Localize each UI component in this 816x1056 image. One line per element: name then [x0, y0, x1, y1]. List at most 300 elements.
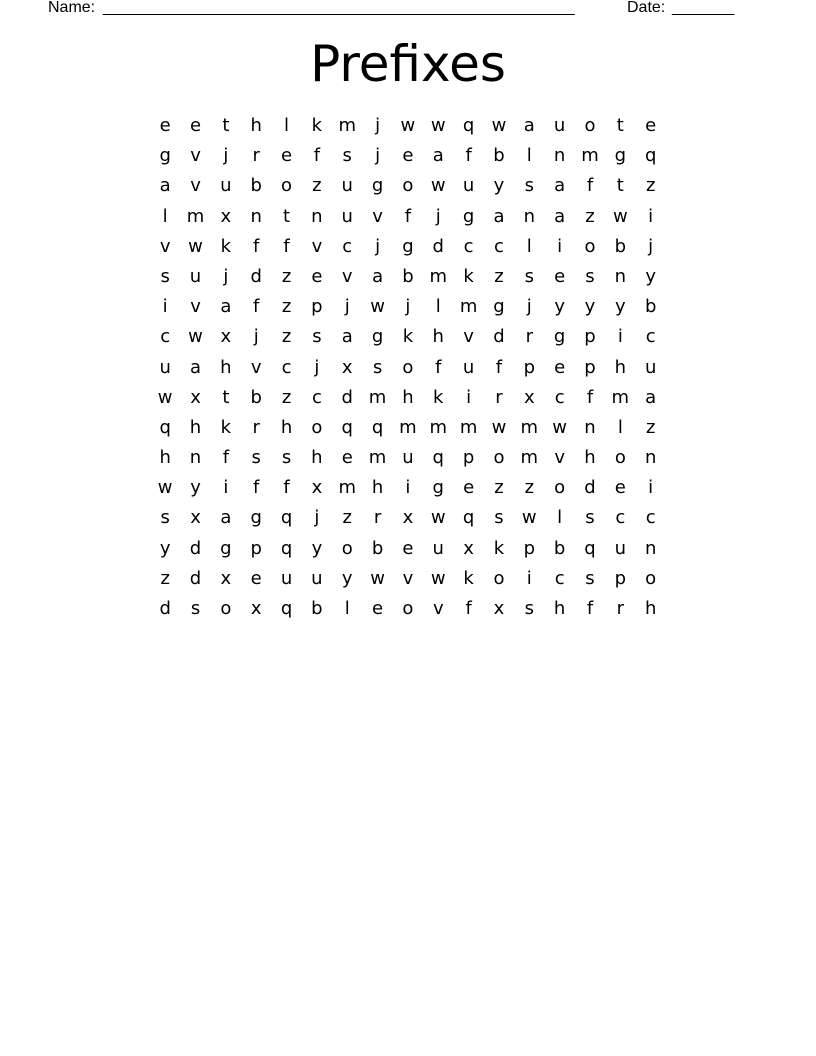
grid-cell: m [186, 205, 205, 227]
grid-cell: z [281, 386, 292, 408]
grid-cell: r [495, 386, 503, 408]
page-title: Prefixes [310, 35, 506, 93]
grid-cell: e [645, 115, 657, 136]
grid-cell: b [614, 235, 627, 257]
grid-cell: b [553, 537, 566, 559]
grid-cell: s [251, 447, 261, 469]
grid-cell: p [614, 567, 627, 589]
grid-cell: e [554, 356, 566, 378]
grid-cell: s [281, 447, 292, 469]
grid-cell: a [220, 507, 232, 529]
grid-cell: w [491, 416, 507, 438]
grid-cell: d [341, 386, 353, 408]
grid-cell: c [311, 386, 322, 408]
grid-cell: g [250, 507, 262, 529]
grid-cell: t [222, 386, 230, 408]
grid-cell: n [644, 447, 657, 469]
grid-cell: x [250, 598, 262, 619]
name-blank-line: _____________________________________________________ [103, 0, 575, 16]
grid-cell: c [554, 567, 565, 589]
grid-cell: s [342, 145, 352, 167]
grid-cell: z [160, 567, 170, 589]
grid-row [150, 141, 666, 171]
grid-cell: r [252, 145, 260, 167]
grid-row [150, 443, 666, 473]
grid-cell: t [222, 115, 230, 136]
grid-cell: z [494, 265, 504, 287]
grid-cell: o [614, 447, 626, 469]
grid-cell: k [402, 326, 414, 348]
grid-cell: h [159, 447, 171, 469]
grid-cell: g [553, 326, 566, 348]
grid-cell: o [493, 447, 505, 469]
grid-cell: l [284, 115, 290, 136]
grid-cell: h [189, 416, 202, 438]
grid-cell: f [404, 205, 412, 227]
grid-cell: k [493, 537, 505, 559]
grid-cell: j [375, 115, 381, 136]
grid-cell: j [344, 296, 350, 318]
grid-cell: x [493, 598, 505, 619]
grid-cell: j [253, 326, 259, 348]
grid-cell: g [614, 145, 627, 167]
grid-cell: m [459, 296, 478, 318]
grid-cell: s [585, 507, 595, 529]
grid-cell: g [402, 235, 414, 257]
grid-cell: f [586, 598, 594, 619]
grid-cell: s [190, 598, 201, 619]
grid-cell: o [402, 598, 414, 619]
grid-cell: l [526, 145, 532, 167]
grid-cell: u [432, 537, 444, 559]
grid-cell: w [521, 507, 537, 529]
grid-cell: e [250, 567, 262, 589]
grid-cell: u [220, 175, 232, 197]
grid-cell: m [338, 115, 356, 136]
grid-cell: j [526, 296, 532, 318]
grid-cell: f [435, 356, 442, 378]
grid-cell: c [645, 507, 656, 529]
grid-cell: q [280, 507, 293, 529]
grid-cell: x [220, 567, 232, 589]
grid-cell: x [311, 477, 323, 499]
grid-cell: v [250, 356, 262, 378]
grid-cell: f [586, 175, 594, 197]
grid-cell: q [432, 447, 444, 469]
grid-cell: v [432, 598, 444, 619]
grid-row [150, 594, 666, 624]
grid-cell: y [584, 296, 596, 318]
grid-cell: i [648, 477, 654, 499]
grid-cell: d [493, 326, 505, 348]
grid-cell: j [223, 145, 229, 167]
grid-cell: v [341, 265, 353, 287]
grid-row [150, 292, 666, 322]
grid-cell: w [430, 175, 446, 197]
grid-cell: y [159, 537, 171, 559]
grid-cell: k [220, 416, 232, 438]
grid-cell: z [524, 477, 535, 499]
grid-cell: t [283, 205, 291, 227]
grid-cell: y [190, 477, 201, 499]
grid-cell: m [429, 416, 448, 438]
grid-cell: i [466, 386, 472, 408]
grid-cell: s [494, 507, 504, 529]
grid-cell: f [586, 386, 594, 408]
grid-cell: k [220, 235, 232, 257]
grid-cell: p [584, 356, 596, 378]
grid-row [150, 383, 666, 413]
grid-cell: q [159, 416, 171, 438]
grid-cell: d [159, 598, 171, 619]
grid-cell: i [405, 477, 411, 499]
grid-row [150, 473, 666, 503]
grid-cell: b [250, 386, 262, 408]
grid-cell: f [253, 477, 260, 499]
grid-cell: t [616, 115, 624, 136]
grid-cell: e [372, 598, 384, 619]
grid-cell: a [554, 175, 566, 197]
grid-cell: g [493, 296, 505, 318]
grid-cell: w [157, 386, 173, 408]
grid-cell: c [645, 326, 656, 348]
grid-cell: z [645, 175, 656, 197]
grid-cell: a [190, 356, 202, 378]
grid-cell: g [159, 145, 171, 167]
grid-cell: f [495, 356, 503, 378]
grid-cell: u [402, 447, 414, 469]
grid-cell: f [283, 235, 290, 257]
grid-cell: q [462, 115, 475, 136]
grid-cell: x [220, 326, 232, 348]
grid-row [150, 534, 666, 564]
grid-cell: x [220, 205, 232, 227]
grid-cell: d [250, 265, 262, 287]
grid-cell: q [584, 537, 596, 559]
grid-cell: w [157, 477, 173, 499]
grid-cell: a [341, 326, 353, 348]
grid-cell: x [341, 356, 353, 378]
grid-cell: w [612, 205, 628, 227]
grid-cell: i [617, 326, 623, 348]
grid-cell: z [281, 326, 292, 348]
grid-row [150, 262, 666, 292]
grid-cell: v [402, 567, 414, 589]
grid-cell: o [402, 356, 414, 378]
grid-cell: m [399, 416, 417, 438]
grid-cell: y [645, 265, 656, 287]
grid-cell: b [493, 145, 505, 167]
grid-cell: y [615, 296, 626, 318]
grid-cell: p [250, 537, 262, 559]
grid-cell: q [280, 598, 293, 619]
grid-cell: m [611, 386, 630, 408]
grid-cell: x [523, 386, 535, 408]
grid-cell: w [188, 326, 203, 348]
grid-cell: j [314, 356, 320, 378]
grid-cell: h [614, 356, 627, 378]
grid-cell: k [433, 386, 444, 408]
grid-row [150, 171, 666, 201]
grid-cell: a [554, 205, 566, 227]
grid-cell: d [584, 477, 596, 499]
grid-cell: h [371, 477, 384, 499]
grid-cell: e [281, 145, 293, 167]
grid-cell: g [220, 537, 232, 559]
grid-cell: u [462, 356, 475, 378]
grid-cell: e [554, 265, 566, 287]
grid-cell: p [523, 356, 536, 378]
grid-cell: w [370, 296, 385, 318]
grid-cell: w [400, 115, 416, 136]
grid-cell: k [311, 115, 323, 136]
grid-cell: e [402, 145, 414, 167]
grid-cell: r [373, 507, 382, 529]
grid-cell: f [465, 145, 472, 167]
grid-cell: j [223, 265, 229, 287]
grid-cell: x [190, 507, 201, 529]
grid-cell: m [368, 447, 387, 469]
grid-cell: l [526, 235, 532, 257]
grid-cell: s [372, 356, 383, 378]
grid-row [150, 503, 666, 533]
grid-cell: e [402, 537, 414, 559]
grid-cell: a [159, 175, 171, 197]
grid-cell: n [250, 205, 262, 227]
grid-cell: a [432, 145, 444, 167]
grid-cell: b [402, 265, 414, 287]
grid-cell: a [523, 115, 535, 136]
grid-cell: j [375, 235, 381, 257]
grid-cell: q [341, 416, 353, 438]
grid-cell: h [402, 386, 414, 408]
grid-cell: o [645, 567, 657, 589]
grid-cell: l [344, 598, 350, 619]
grid-cell: h [644, 598, 657, 619]
grid-row [150, 413, 666, 443]
grid-cell: f [222, 447, 230, 469]
grid-cell: u [462, 175, 475, 197]
grid-cell: v [372, 205, 383, 227]
grid-cell: c [281, 356, 292, 378]
grid-cell: n [311, 205, 323, 227]
grid-cell: j [435, 205, 441, 227]
grid-cell: j [375, 145, 381, 167]
grid-cell: o [554, 477, 566, 499]
grid-cell: h [553, 598, 566, 619]
grid-cell: m [429, 265, 448, 287]
grid-cell: i [162, 296, 168, 318]
grid-cell: j [314, 507, 320, 529]
grid-row [150, 111, 666, 141]
grid-cell: v [159, 235, 171, 257]
grid-row [150, 232, 666, 262]
grid-cell: w [430, 115, 446, 136]
grid-cell: w [430, 567, 446, 589]
grid-cell: o [281, 175, 293, 197]
grid-cell: w [552, 416, 567, 438]
grid-cell: u [159, 356, 171, 378]
grid-cell: t [616, 175, 624, 197]
grid-cell: v [190, 175, 201, 197]
grid-cell: y [554, 296, 565, 318]
grid-cell: u [614, 537, 627, 559]
grid-cell: s [160, 507, 170, 529]
name-label: Name: [48, 0, 96, 16]
date-blank-line: _______ [672, 0, 735, 16]
grid-cell: e [311, 265, 323, 287]
grid-cell: m [581, 145, 599, 167]
grid-cell: j [405, 296, 411, 318]
grid-cell: l [435, 296, 441, 318]
grid-cell: g [371, 175, 384, 197]
grid-cell: s [160, 265, 170, 287]
grid-cell: h [311, 447, 323, 469]
grid-cell: o [341, 537, 353, 559]
grid-cell: l [557, 507, 563, 529]
grid-cell: e [189, 115, 202, 136]
grid-cell: b [250, 175, 262, 197]
grid-cell: z [585, 205, 595, 227]
grid-cell: v [463, 326, 474, 348]
word-search-grid [150, 111, 666, 624]
grid-cell: v [554, 447, 565, 469]
grid-cell: q [462, 507, 475, 529]
grid-cell: x [463, 537, 474, 559]
grid-cell: n [644, 537, 657, 559]
grid-cell: o [493, 567, 505, 589]
grid-cell: p [523, 537, 536, 559]
grid-cell: w [491, 115, 507, 136]
grid-cell: a [372, 265, 384, 287]
grid-cell: q [371, 416, 384, 438]
grid-cell: e [614, 477, 626, 499]
grid-cell: o [584, 115, 596, 136]
grid-cell: j [648, 235, 654, 257]
grid-cell: m [520, 416, 539, 438]
grid-cell: h [432, 326, 444, 348]
grid-cell: r [252, 416, 260, 438]
grid-cell: f [283, 477, 290, 499]
grid-cell: v [311, 235, 323, 257]
grid-cell: s [585, 265, 595, 287]
grid-cell: u [280, 567, 293, 589]
grid-cell: d [432, 235, 444, 257]
grid-cell: l [162, 205, 168, 227]
grid-cell: m [368, 386, 387, 408]
grid-cell: f [465, 598, 472, 619]
worksheet-header [0, 0, 816, 20]
grid-cell: v [190, 145, 201, 167]
grid-cell: v [190, 296, 201, 318]
grid-cell: u [311, 567, 323, 589]
grid-cell: h [220, 356, 232, 378]
grid-cell: h [280, 416, 293, 438]
grid-cell: z [494, 477, 504, 499]
grid-cell: c [160, 326, 171, 348]
grid-cell: b [311, 598, 323, 619]
grid-cell: h [584, 447, 596, 469]
grid-cell: e [463, 477, 475, 499]
grid-cell: p [311, 296, 323, 318]
grid-cell: z [281, 265, 292, 287]
grid-cell: n [553, 145, 566, 167]
grid-cell: x [402, 507, 414, 529]
grid-cell: m [459, 416, 478, 438]
grid-cell: s [524, 175, 534, 197]
grid-cell: o [311, 416, 323, 438]
grid-cell: e [341, 447, 353, 469]
grid-row [150, 202, 666, 232]
grid-cell: n [523, 205, 535, 227]
grid-cell: f [253, 235, 260, 257]
grid-cell: a [220, 296, 232, 318]
grid-cell: f [253, 296, 260, 318]
grid-cell: s [585, 567, 595, 589]
grid-cell: u [553, 115, 566, 136]
grid-cell: c [342, 235, 353, 257]
grid-cell: s [524, 598, 534, 619]
grid-cell: m [520, 447, 539, 469]
grid-cell: i [223, 477, 229, 499]
grid-cell: d [189, 537, 202, 559]
grid-cell: b [371, 537, 384, 559]
grid-row [150, 322, 666, 352]
grid-row [150, 353, 666, 383]
grid-cell: c [615, 507, 626, 529]
grid-cell: q [280, 537, 293, 559]
grid-cell: m [338, 477, 356, 499]
grid-cell: r [525, 326, 533, 348]
grid-cell: x [190, 386, 201, 408]
grid-cell: u [341, 175, 353, 197]
grid-cell: b [644, 296, 657, 318]
grid-cell: w [188, 235, 203, 257]
grid-cell: f [313, 145, 321, 167]
grid-cell: a [493, 205, 505, 227]
grid-cell: k [463, 567, 474, 589]
grid-cell: u [644, 356, 657, 378]
grid-cell: n [614, 265, 627, 287]
grid-cell: z [312, 175, 322, 197]
grid-cell: y [341, 567, 353, 589]
grid-cell: u [341, 205, 353, 227]
grid-cell: i [526, 567, 532, 589]
grid-cell: u [189, 265, 202, 287]
grid-cell: p [462, 447, 475, 469]
grid-cell: g [371, 326, 384, 348]
grid-cell: g [462, 205, 475, 227]
grid-cell: r [616, 598, 625, 619]
grid-cell: l [617, 416, 623, 438]
grid-cell: d [189, 567, 202, 589]
grid-cell: w [370, 567, 385, 589]
grid-cell: e [159, 115, 171, 136]
grid-cell: i [648, 205, 654, 227]
grid-cell: c [463, 235, 474, 257]
grid-cell: z [281, 296, 292, 318]
grid-cell: n [189, 447, 202, 469]
grid-cell: a [645, 386, 657, 408]
grid-cell: o [584, 235, 596, 257]
grid-cell: q [644, 145, 657, 167]
grid-cell: i [557, 235, 563, 257]
grid-cell: k [463, 265, 474, 287]
grid-row [150, 564, 666, 594]
grid-cell: s [524, 265, 534, 287]
grid-cell: s [312, 326, 322, 348]
grid-cell: z [645, 416, 656, 438]
